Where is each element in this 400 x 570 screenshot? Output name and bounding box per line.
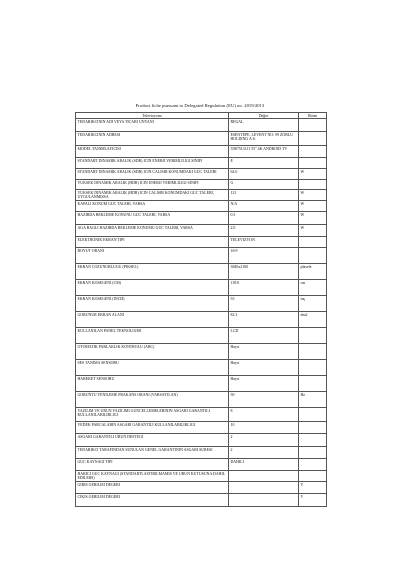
cell-label: BOYUT ORANI [76, 248, 229, 264]
cell-label: HARICI GUC KAYNAGI (STANDARTLASTIRILMAMIS VE URUN KUTUSUNA DAHIL EDILMIS) [76, 471, 229, 482]
header-unit: Birim [299, 113, 327, 119]
cell-unit [299, 237, 327, 248]
cell-label: GORUNUR EKRAN ALANI [76, 312, 229, 328]
table-row [76, 119, 327, 132]
cell-value: 2 [229, 447, 299, 459]
header-product: Televizyonu [76, 113, 229, 119]
cell-unit [299, 376, 327, 392]
cell-value: Hayır [229, 376, 299, 392]
cell-unit: piksele [299, 264, 327, 280]
cell-value: Hayır [229, 344, 299, 360]
cell-label: TEDARIKCI TARAFINDAN SUNULAN GENEL GARANTININ ASGARI SURESI [76, 447, 229, 459]
cell-unit [299, 434, 327, 447]
cell-label: TEDARIKCININ ADRESI [76, 132, 229, 146]
table-row [76, 312, 327, 328]
table-body [76, 119, 327, 507]
cell-unit: cm [299, 280, 327, 296]
cell-label: ELEKTRONIK EKRAN TIPI [76, 237, 229, 248]
cell-value: 2.0 [229, 225, 299, 237]
cell-value: LCD [229, 328, 299, 344]
cell-unit: V [299, 482, 327, 494]
cell-label: SES TANIMA SENSORU [76, 360, 229, 376]
cell-label: STANDART DINAMIK ARALIK (SDR) ICIN CALISIR KONUMDAKI GUC TALEBI [76, 169, 229, 180]
table-row [76, 296, 327, 312]
header-value: Değer [229, 113, 299, 119]
table-row [76, 132, 327, 146]
table-row [76, 146, 327, 158]
cell-label: YUKSEK DINAMIK ARALIK (HDR) ICIN CALISIR KONUMDAKI GUC TALEBI, UYGULANMISSA [76, 190, 229, 201]
cell-unit [299, 132, 327, 146]
table-row [76, 360, 327, 376]
cell-unit [299, 408, 327, 422]
cell-unit: V [299, 494, 327, 507]
cell-value: 2 [229, 434, 299, 447]
cell-value: 82.3 [229, 312, 299, 328]
cell-unit [299, 180, 327, 190]
cell-label: CIKIS GERILIM DEGERI [76, 494, 229, 507]
table-row [76, 471, 327, 482]
cell-label: OTOMATIK PARLAKLIK KONTROLU (ABC) [76, 344, 229, 360]
table-row [76, 408, 327, 422]
cell-label: KULLANILAN PANEL TEKNOLOJISI [76, 328, 229, 344]
table-row [76, 248, 327, 264]
cell-unit [299, 360, 327, 376]
table-row [76, 264, 327, 280]
cell-value: Hayır [229, 360, 299, 376]
cell-value: 121 [229, 190, 299, 201]
cell-value [229, 482, 299, 494]
table-row [76, 180, 327, 190]
cell-value: 55 [229, 296, 299, 312]
cell-unit: Hz [299, 392, 327, 408]
table-row [76, 328, 327, 344]
cell-value: 55R75UA11 55" 4K ANDROID TV [229, 146, 299, 158]
cell-unit: W [299, 201, 327, 212]
cell-label: AGA BAGLI HAZIRDA BEKLEME KONUMU GUC TALEBI, VARSA [76, 225, 229, 237]
cell-unit [299, 328, 327, 344]
cell-label: ASGARI GARANTILI URUN DESTEGI [76, 434, 229, 447]
table-row [76, 212, 327, 225]
table-row [76, 392, 327, 408]
cell-unit: W [299, 225, 327, 237]
product-fiche-table [75, 112, 327, 507]
table-row [76, 169, 327, 180]
cell-label: YUKSEK DINAMIK ARALIK (HDR) ICIN ENERJI VERIMLILIGI SINIFI [76, 180, 229, 190]
cell-unit [299, 248, 327, 264]
cell-unit [299, 422, 327, 434]
cell-value: 10 [229, 422, 299, 434]
cell-label: GUC KAYNAGI TIPI [76, 459, 229, 471]
table-row [76, 447, 327, 459]
cell-unit: dm2 [299, 312, 327, 328]
cell-label: EKRAN KOSEGENI (INCH) [76, 296, 229, 312]
cell-unit [299, 344, 327, 360]
cell-value: 16:9 [229, 248, 299, 264]
table-row [76, 422, 327, 434]
cell-label: YEDEK PARCALARIN ASGARI GARANTILI KULLANILABILIRLIGI [76, 422, 229, 434]
cell-unit: W [299, 169, 327, 180]
table-row [76, 280, 327, 296]
document-title: Product fiche pursuant to Delegated Regulation (EU) no. 2019/2013 [135, 103, 265, 108]
cell-unit: W [299, 212, 327, 225]
cell-value: TELEVIZYON [229, 237, 299, 248]
table-row [76, 434, 327, 447]
cell-value: N/A [229, 201, 299, 212]
cell-value: REGAL [229, 119, 299, 132]
cell-value [229, 494, 299, 507]
cell-label: YAZILIM VE URUN YAZILIMI GUNCELLEMELERININ ASGARI GARANTILI KULLANILABILIRLIGI [76, 408, 229, 422]
cell-value: DAHILI [229, 459, 299, 471]
table-row [76, 344, 327, 360]
cell-value: E [229, 158, 299, 169]
cell-value [229, 471, 299, 482]
cell-value: G [229, 180, 299, 190]
cell-value: 0.5 [229, 212, 299, 225]
cell-label: TEDARIKCININ ADI VEYA TICARI UNVANI [76, 119, 229, 132]
cell-value: 8 [229, 408, 299, 422]
table-row [76, 482, 327, 494]
table-row [76, 376, 327, 392]
cell-label: STANDART DINAMIK ARALIK (SDR) ICIN ENERJI VERIMLILIGI SINIFI [76, 158, 229, 169]
cell-label: GIRIS GERILIM DEGERI [76, 482, 229, 494]
cell-value: 139.0 [229, 280, 299, 296]
cell-label: GORUNTU YENILEME FRAKANS ORANI (VARSAYILAN) [76, 392, 229, 408]
cell-value: ESENTEPE, LEVENT NO: 99 ZORLU HOLDING A.S. [229, 132, 299, 146]
cell-unit [299, 146, 327, 158]
table-row [76, 201, 327, 212]
cell-label: HAZIRDA BEKLEME KONUNU GUC TALEBI, VARSA [76, 212, 229, 225]
cell-value: 50 [229, 392, 299, 408]
cell-label: KAPALI KONUM GUC TALEBI, VARSA [76, 201, 229, 212]
cell-label: EKRAN KOSEGENI (CM) [76, 280, 229, 296]
table-row [76, 494, 327, 507]
cell-unit: inç [299, 296, 327, 312]
cell-value: 3840x2160 [229, 264, 299, 280]
table-row [76, 237, 327, 248]
table-row [76, 158, 327, 169]
cell-unit [299, 471, 327, 482]
cell-unit [299, 459, 327, 471]
table-row [76, 225, 327, 237]
table-row [76, 459, 327, 471]
cell-label: HAREKET SENSORU [76, 376, 229, 392]
table-row [76, 190, 327, 201]
cell-label: MODEL TANIMLAYICISI [76, 146, 229, 158]
cell-value: 64.0 [229, 169, 299, 180]
cell-unit [299, 447, 327, 459]
cell-label: EKRAN COZUNURLUGU (PIKSEL) [76, 264, 229, 280]
cell-unit: W [299, 190, 327, 201]
cell-unit [299, 119, 327, 132]
cell-unit [299, 158, 327, 169]
